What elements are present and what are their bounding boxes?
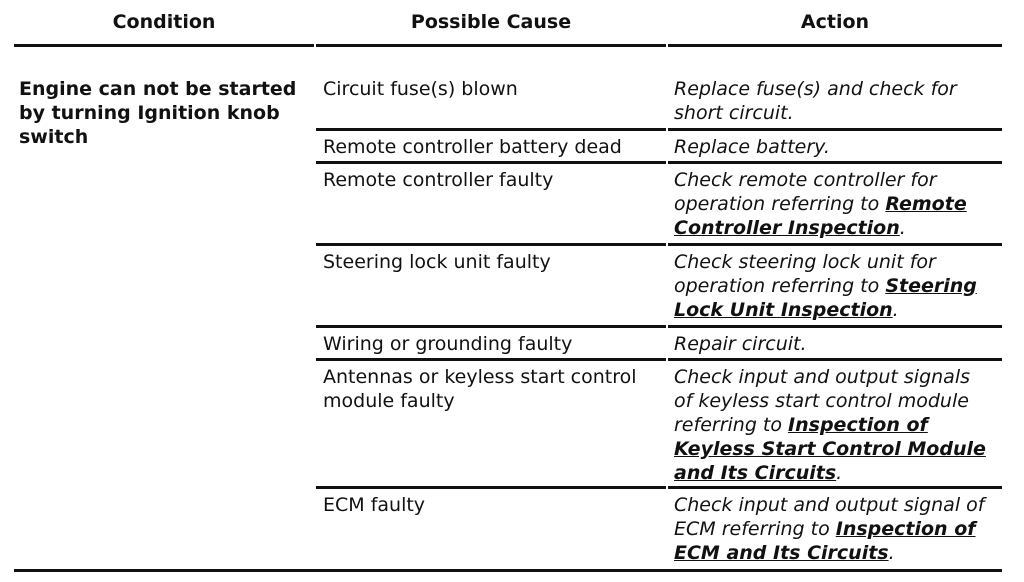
action-text: Replace fuse(s) and check for short circuit. [674, 78, 957, 124]
condition-text: Engine can not be started by turning Ignition knob switch [19, 78, 297, 148]
action-text: Check input and output signal of ECM referring to Inspection of ECM and Its Circuits. [674, 494, 985, 564]
link-inspection-of-ecm[interactable]: Inspection of ECM and Its Circuits [674, 518, 976, 564]
action-text: Replace battery. [674, 136, 830, 158]
row-divider [316, 161, 666, 164]
cause-text: Remote controller battery dead [323, 136, 622, 158]
row-divider [668, 128, 1002, 131]
row-divider [316, 243, 666, 246]
row-divider [316, 325, 666, 328]
row-divider [316, 486, 666, 489]
cause-text: ECM faulty [323, 494, 426, 516]
action-text: Check remote controller for operation referring to Remote Controller Inspection. [674, 169, 967, 239]
cause-text: Wiring or grounding faulty [323, 333, 573, 355]
link-steering-lock-unit-inspection[interactable]: Steering Lock Unit Inspection [674, 275, 977, 321]
row-divider [316, 358, 666, 361]
header-action: Action [800, 11, 870, 33]
cause-text: Antennas or keyless start control module faulty [323, 366, 637, 412]
cause-text: Steering lock unit faulty [323, 251, 551, 273]
row-divider [316, 128, 666, 131]
header-divider [14, 44, 314, 47]
row-divider [668, 161, 1002, 164]
cause-text: Circuit fuse(s) blown [323, 78, 518, 100]
header-possible-cause: Possible Cause [410, 11, 572, 33]
link-remote-controller-inspection[interactable]: Remote Controller Inspection [674, 193, 967, 239]
row-divider [668, 358, 1002, 361]
header-condition: Condition [112, 11, 216, 33]
action-text: Check input and output signals of keyless start control module referring to Inspection of Keyless Start Control Module and Its Circuits. [674, 366, 986, 484]
action-text: Check steering lock unit for operation referring to Steering Lock Unit Inspection. [674, 251, 977, 321]
row-divider [668, 325, 1002, 328]
table-bottom-rule [14, 569, 1002, 572]
row-divider [668, 243, 1002, 246]
cause-text: Remote controller faulty [323, 169, 554, 191]
link-inspection-keyless-start-control-module[interactable]: Inspection of Keyless Start Control Module and Its Circuits [674, 414, 986, 484]
header-divider [668, 44, 1002, 47]
row-divider [668, 486, 1002, 489]
action-text: Repair circuit. [674, 333, 807, 355]
header-divider [316, 44, 666, 47]
